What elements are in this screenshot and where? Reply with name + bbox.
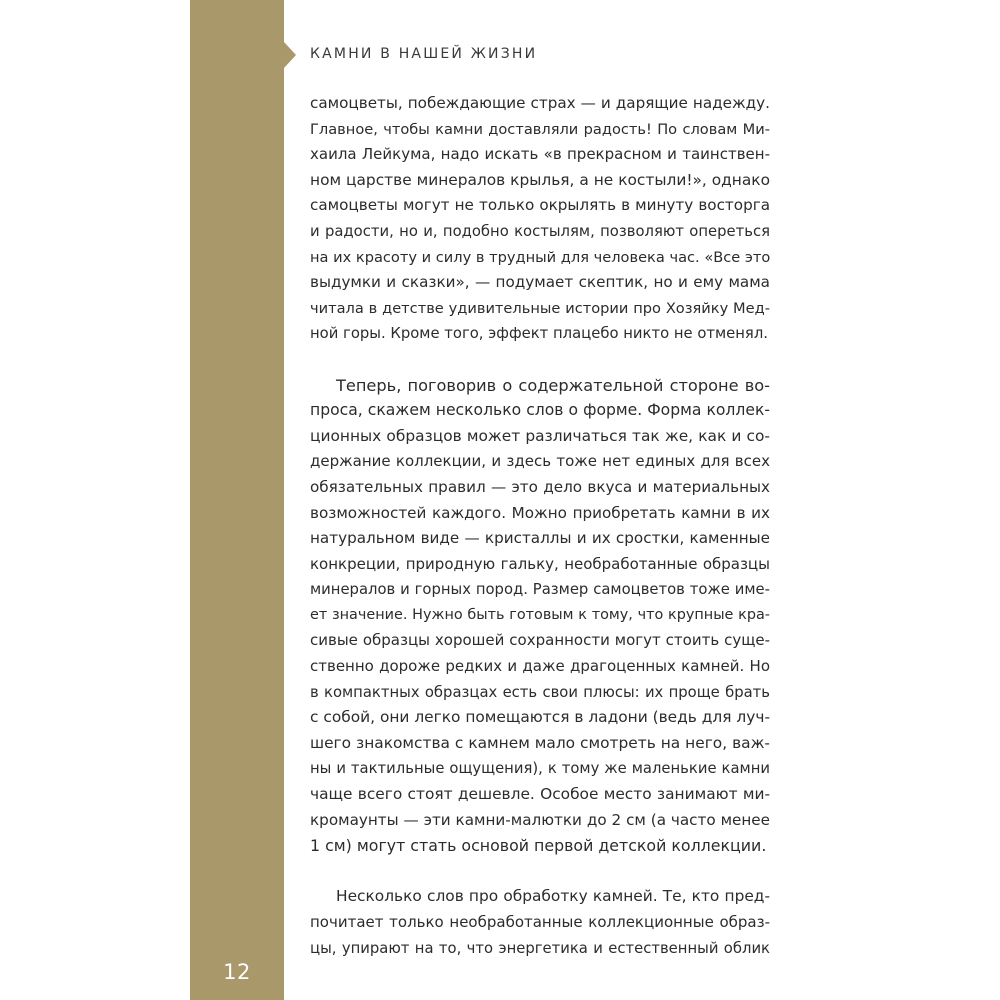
text-line: держание коллекции, и здесь тоже нет единых для всех <box>310 452 770 471</box>
text-line: на их красоту и силу в трудный для человека час. «Все это <box>310 248 771 266</box>
text-line: Теперь, поговорив о содержательной стороне во- <box>336 375 770 395</box>
paragraph <box>310 373 770 859</box>
text-line: почитает только необработанные коллекционные образ- <box>310 913 770 931</box>
text-line: выдумки и сказки», — подумает скептик, но и ему мама <box>310 273 770 292</box>
header-arrow-marker <box>284 42 296 68</box>
text-line: ционных образцов может различаться так же, как и со- <box>310 426 770 445</box>
text-line: шего знакомства с камнем мало смотреть на него, важ- <box>310 733 770 752</box>
text-line: самоцветы, побеждающие страх — и дарящие надежду. <box>310 94 770 112</box>
text-line: в компактных образцах есть свои плюсы: их проще брать <box>310 683 770 701</box>
text-line: обязательных правил — это дело вкуса и материальных <box>310 477 770 496</box>
body-text <box>310 91 770 961</box>
text-line: ет значение. Нужно быть готовым к тому, что крупные кра- <box>310 606 770 623</box>
text-line: возможностей каждого. Можно приобретать камни в их <box>310 503 770 522</box>
text-line: ственно дороже редких и даже драгоценных камней. Но <box>310 657 770 676</box>
running-head: КАМНИ В НАШЕЙ ЖИЗНИ <box>310 46 538 62</box>
text-line: чаще всего стоят дешевле. Особое место занимают ми- <box>310 785 770 804</box>
text-line: читала в детстве удивительные истории про Хозяйку Мед- <box>310 299 770 317</box>
text-line: Несколько слов про обработку камней. Те, кто пред- <box>336 887 770 906</box>
paragraph-spacer <box>310 859 770 885</box>
text-line: кромаунты — эти камни-малютки до 2 см (а часто менее <box>310 810 770 829</box>
paragraph <box>310 884 770 961</box>
page-number: 12 <box>223 960 251 984</box>
side-color-band <box>190 0 284 1000</box>
text-line: и радости, но и, подобно костылям, позволяют опереться <box>310 222 770 240</box>
text-line: минералов и горных пород. Размер самоцветов тоже име- <box>310 581 770 599</box>
text-line: проса, скажем несколько слов о форме. Форма коллек- <box>310 401 770 420</box>
text-line: натуральном виде — кристаллы и их сростки, каменные <box>310 529 770 548</box>
text-line: сивые образцы хорошей сохранности могут стоить суще- <box>310 631 770 650</box>
paragraph <box>310 91 770 347</box>
text-line: ном царстве минералов крылья, а не костыли!», однако <box>310 170 770 189</box>
text-line: конкреции, природную гальку, необработанные образцы <box>310 554 770 573</box>
text-line: 1 см) могут стать основой первой детской коллекции. <box>310 836 767 856</box>
paragraph-spacer <box>310 347 770 373</box>
text-line: ной горы. Кроме того, эффект плацебо никто не отменял. <box>310 325 768 343</box>
text-line: цы, упирают на то, что энергетика и естественный облик <box>310 939 770 957</box>
text-line: Главное, чтобы камни доставляли радость! По словам Ми- <box>310 120 770 138</box>
text-line: с собой, они легко помещаются в ладони (ведь для луч- <box>310 708 770 727</box>
text-line: хаила Лейкума, надо искать «в прекрасном и таинствен- <box>310 145 770 164</box>
text-line: самоцветы могут не только окрылять в минуту восторга <box>310 196 770 215</box>
text-line: ны и тактильные ощущения), к тому же маленькие камни <box>310 760 770 778</box>
